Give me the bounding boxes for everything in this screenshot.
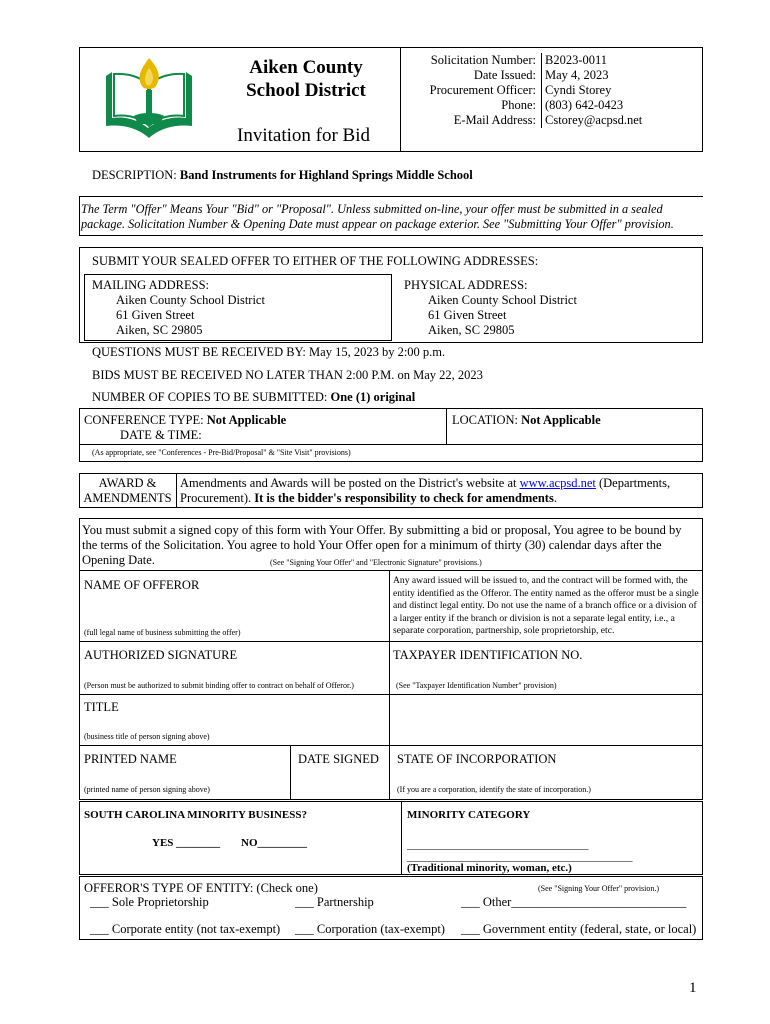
- procurement-officer-label: Procurement Officer:: [429, 83, 536, 97]
- form-date-divider: [290, 745, 291, 800]
- award-text-line1-end: (Departments,: [595, 476, 671, 490]
- header-values-divider: [541, 53, 542, 128]
- tin-label: TAXPAYER IDENTIFICATION NO.: [393, 648, 583, 662]
- physical-address-name: Aiken County School District: [428, 293, 577, 307]
- district-logo: [98, 54, 200, 146]
- title-hint: (business title of person signing above): [84, 732, 210, 741]
- header-values: [545, 53, 642, 128]
- offer-statement-line2: the terms of the Solicitation. You agree to hold Your Offer open for a minimum of thirty (30) calendar days after the: [82, 538, 662, 552]
- physical-address-label: PHYSICAL ADDRESS:: [404, 278, 528, 292]
- page-number: 1: [689, 980, 697, 996]
- award-entity-note: Any award issued will be issued to, and the contract will be formed with, the entity identified as the Offeror. The entity named as the offeror must be a single and distinct legal entity. Do not use the name of a branch office or a division of a larger entity if the branch or division is not a separate legal entity, i.e., a separate corporation, partnership, sole proprietorship, etc.: [393, 575, 699, 636]
- email-value: Cstorey@acpsd.net: [545, 113, 643, 127]
- minority-divider: [401, 801, 402, 875]
- minority-category-line1[interactable]: _________________________________: [407, 839, 589, 851]
- questions-deadline: QUESTIONS MUST BE RECEIVED BY: May 15, 2023 by 2:00 p.m.: [92, 345, 446, 359]
- header-divider: [400, 47, 401, 152]
- offeror-name-hint: (full legal name of business submitting the offer): [84, 628, 241, 637]
- entity-government[interactable]: ___ Government entity (federal, state, or local): [461, 922, 697, 936]
- form-rule-3: [79, 694, 703, 695]
- offer-statement-line1: You must submit a signed copy of this form with Your Offer. By submitting a bid or proposal, You agree to be bound by: [82, 523, 682, 537]
- minority-category-label: MINORITY CATEGORY: [407, 809, 531, 821]
- description: [92, 168, 473, 183]
- state-of-incorporation-field[interactable]: [392, 768, 698, 782]
- conference-location-value: Not Applicable: [521, 413, 601, 427]
- form-col-divider: [389, 570, 390, 800]
- printed-name-field[interactable]: [82, 768, 286, 782]
- phone-label: Phone:: [501, 98, 536, 112]
- district-name-line2: School District: [246, 80, 366, 101]
- entity-corporation-tax-exempt[interactable]: ___ Corporation (tax-exempt): [295, 922, 445, 936]
- award-label: [79, 476, 176, 506]
- entity-type-label: OFFEROR'S TYPE OF ENTITY: (Check one): [84, 881, 318, 895]
- terms-text: [81, 202, 674, 232]
- minority-no[interactable]: NO_________: [241, 837, 307, 849]
- district-name: [236, 56, 376, 102]
- conference-datetime-label: DATE & TIME:: [120, 428, 202, 442]
- award-label-line2: AMENDMENTS: [83, 491, 172, 505]
- description-label: DESCRIPTION:: [92, 168, 180, 182]
- mailing-address-city: Aiken, SC 29805: [116, 323, 203, 337]
- date-signed-label: DATE SIGNED: [298, 752, 379, 766]
- minority-category-hint: (Traditional minority, woman, etc.): [407, 862, 572, 874]
- offeror-name-label: NAME OF OFFEROR: [84, 578, 200, 592]
- form-rule-2: [79, 641, 703, 642]
- entity-partnership[interactable]: ___ Partnership: [295, 895, 374, 909]
- conference-divider: [446, 408, 447, 445]
- district-name-line1: Aiken County: [249, 57, 363, 78]
- award-text-line2: Procurement).: [180, 491, 255, 505]
- tin-hint: (See "Taxpayer Identification Number" provision): [396, 681, 557, 690]
- entity-type-note: (See "Signing Your Offer" provision.): [538, 884, 660, 893]
- header-labels: [404, 53, 536, 128]
- printed-name-label: PRINTED NAME: [84, 752, 177, 766]
- email-label: E-Mail Address:: [453, 113, 536, 127]
- copies-required: [92, 390, 415, 405]
- award-divider: [176, 473, 177, 508]
- date-issued-label: Date Issued:: [473, 68, 536, 82]
- authorized-signature-field[interactable]: [82, 664, 385, 680]
- tin-field[interactable]: [392, 664, 698, 680]
- minority-yes[interactable]: YES ________: [152, 837, 221, 849]
- authorized-signature-hint: (Person must be authorized to submit binding offer to contract on behalf of Offeror.): [84, 681, 354, 690]
- terms-line2: package. Solicitation Number & Opening Date must appear on package exterior. See "Submitting Your Offer" provision.: [81, 217, 674, 231]
- award-label-line1: AWARD &: [98, 476, 157, 490]
- entity-sole-proprietorship[interactable]: ___ Sole Proprietorship: [90, 895, 209, 909]
- entity-other[interactable]: ___ Other____________________________: [461, 895, 687, 909]
- description-value: Band Instruments for Highland Springs Middle School: [179, 168, 473, 182]
- conference-type-label: CONFERENCE TYPE:: [84, 413, 207, 427]
- physical-address: [404, 278, 577, 338]
- award-text-line1: Amendments and Awards will be posted on the District's website at: [180, 476, 520, 490]
- phone-value: (803) 642-0423: [545, 98, 624, 112]
- entity-corporate[interactable]: ___ Corporate entity (not tax-exempt): [90, 922, 281, 936]
- state-of-incorporation-label: STATE OF INCORPORATION: [397, 752, 557, 766]
- physical-address-city: Aiken, SC 29805: [428, 323, 515, 337]
- district-website-link[interactable]: www.acpsd.net: [519, 476, 596, 490]
- terms-line1: The Term "Offer" Means Your "Bid" or "Proposal". Unless submitted on-line, your offer must be submitted in a sealed: [81, 202, 663, 216]
- minority-business-label: SOUTH CAROLINA MINORITY BUSINESS?: [84, 809, 308, 821]
- copies-label: NUMBER OF COPIES TO BE SUBMITTED:: [92, 390, 331, 404]
- authorized-signature-label: AUTHORIZED SIGNATURE: [84, 648, 238, 662]
- mailing-address-street: 61 Given Street: [116, 308, 195, 322]
- offer-statement-line3: Opening Date.: [82, 553, 155, 567]
- date-signed-field[interactable]: [294, 768, 386, 796]
- mailing-address: [92, 278, 265, 338]
- addresses-heading: SUBMIT YOUR SEALED OFFER TO EITHER OF THE FOLLOWING ADDRESSES:: [92, 254, 539, 268]
- award-text-line2-end: .: [553, 491, 557, 505]
- mailing-address-name: Aiken County School District: [116, 293, 265, 307]
- title-label: TITLE: [84, 700, 119, 714]
- award-text: [180, 476, 670, 506]
- mailing-address-label: MAILING ADDRESS:: [92, 278, 210, 292]
- title-field[interactable]: [82, 716, 385, 730]
- offer-signature-note: (See "Signing Your Offer" and "Electronic Signature" provisions.): [270, 558, 482, 567]
- physical-address-street: 61 Given Street: [428, 308, 507, 322]
- form-rule-4: [79, 745, 703, 746]
- conference-location-label: LOCATION:: [452, 413, 522, 427]
- form-rule-1: [79, 570, 703, 571]
- copies-value: One (1) original: [330, 390, 416, 404]
- bids-deadline: BIDS MUST BE RECEIVED NO LATER THAN 2:00 P.M. on May 22, 2023: [92, 368, 483, 382]
- conference-type: [84, 413, 286, 428]
- conference-note: (As appropriate, see "Conferences - Pre-Bid/Proposal" & "Site Visit" provisions): [92, 448, 351, 457]
- solicitation-number-label: Solicitation Number:: [430, 53, 536, 67]
- amendments-warning: It is the bidder's responsibility to check for amendments: [254, 491, 554, 505]
- conference-type-value: Not Applicable: [206, 413, 287, 427]
- printed-name-hint: (printed name of person signing above): [84, 785, 210, 794]
- state-of-incorporation-hint: (If you are a corporation, identify the state of incorporation.): [397, 785, 591, 794]
- minority-category-line2[interactable]: _________________________________________: [407, 851, 633, 863]
- solicitation-number-value: B2023-0011: [545, 53, 608, 67]
- offeror-name-field[interactable]: [82, 594, 385, 624]
- procurement-officer-value: Cyndi Storey: [545, 83, 612, 97]
- date-issued-value: May 4, 2023: [545, 68, 609, 82]
- conference-location: [452, 413, 601, 428]
- doc-title: Invitation for Bid: [237, 125, 370, 146]
- conference-rule: [79, 444, 703, 445]
